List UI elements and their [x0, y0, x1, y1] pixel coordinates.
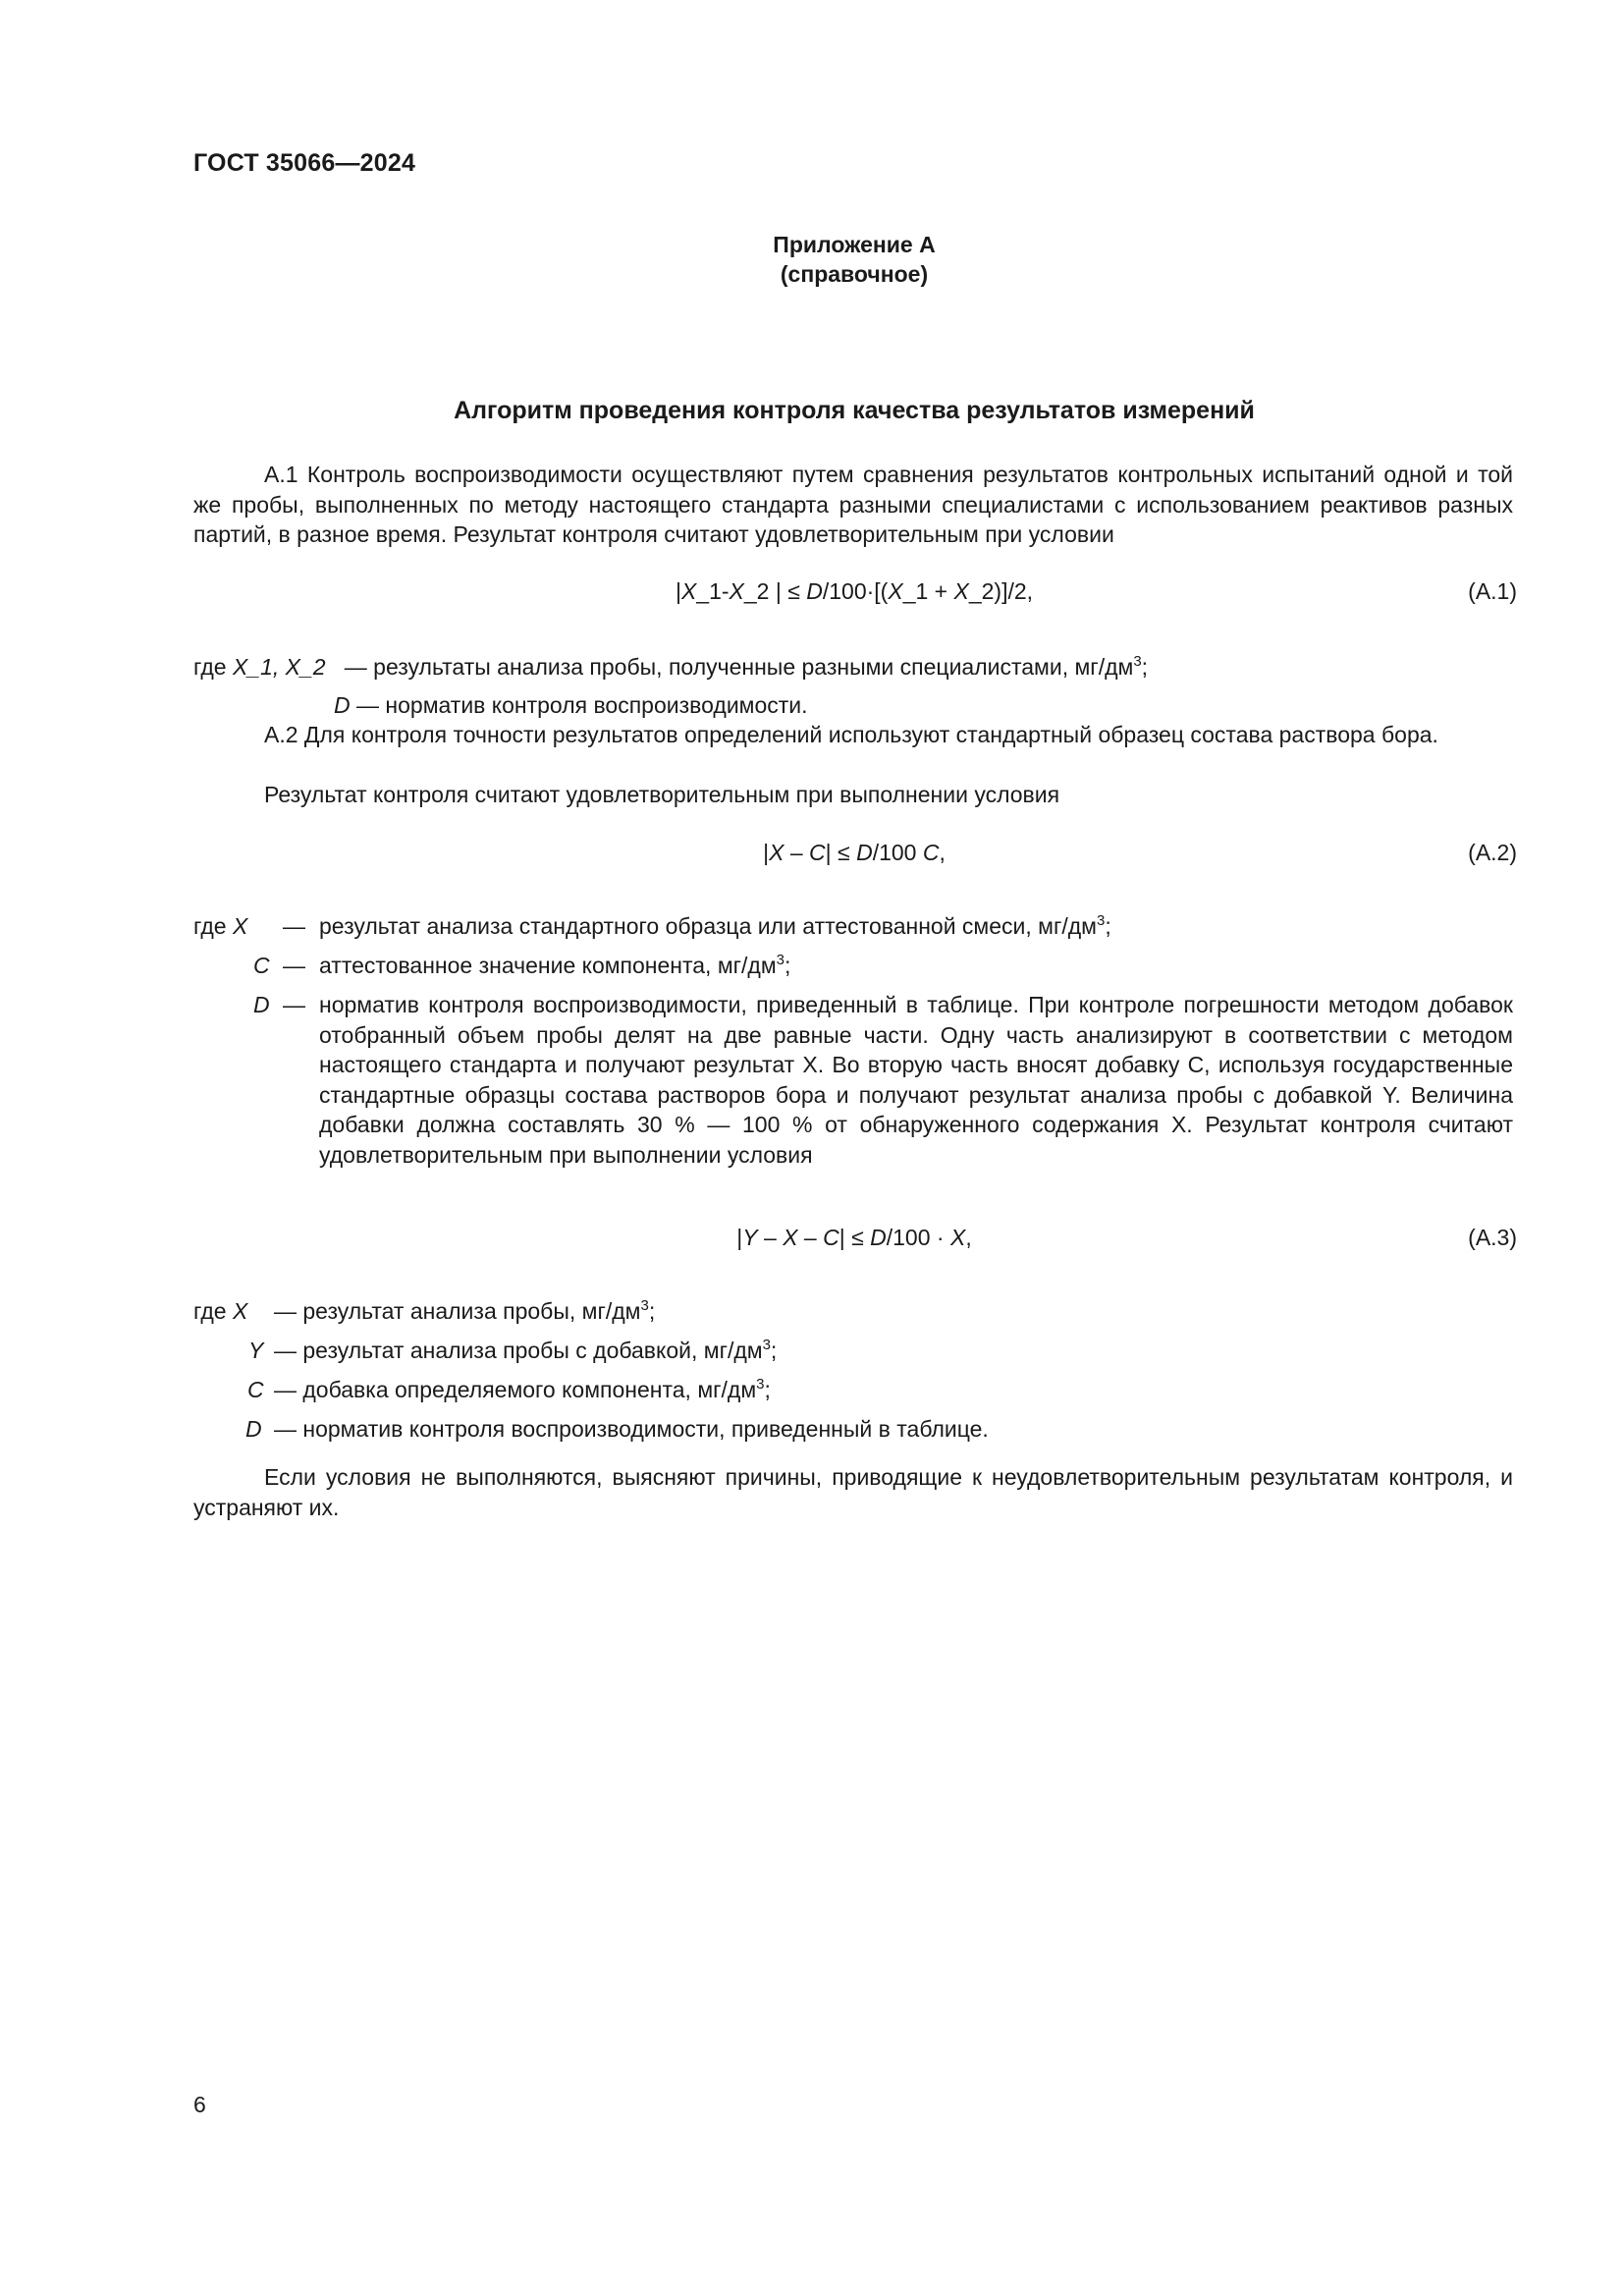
definition-y: — результат анализа пробы с добавкой, $мг/дм^3$;: [274, 1337, 778, 1363]
symbol-y: Y: [248, 1338, 264, 1363]
symbol-d: D: [334, 692, 351, 718]
formula-a1: [0, 578, 1517, 610]
definition-x: результат анализа стандартного образца или аттестованной смеси, $мг/дм^3$;: [319, 912, 1111, 939]
paragraph-a2-condition: Результат контроля считают удовлетворительным при выполнении условия: [264, 782, 1060, 807]
dash: —: [283, 953, 305, 978]
definition-x: — результат анализа пробы, $мг/дм^3$;: [274, 1297, 656, 1324]
page-number: 6: [193, 2092, 206, 2117]
annex-subtitle: (справочное): [780, 261, 929, 287]
definition-x1-x2: — результаты анализа пробы, полученные разными специалистами, мг/дм: [344, 654, 1134, 680]
symbol-d: D: [253, 992, 270, 1017]
definition-c: — добавка определяемого компонента, $мг/дм^3$;: [274, 1376, 771, 1402]
where-a2: [193, 911, 1513, 1167]
symbol-c: C: [253, 953, 270, 978]
formula-a2: [0, 840, 1517, 871]
symbol-d: D: [245, 1416, 262, 1442]
definition-d: — норматив контроля воспроизводимости.: [356, 692, 808, 718]
where-a3: [193, 1296, 1513, 1463]
paragraph-a2: А.2 Для контроля точности результатов определений используют стандартный образец состава раствора бора.: [264, 722, 1438, 747]
paragraph-a1: А.1 Контроль воспроизводимости осуществляют путем сравнения результатов контрольных испытаний одной и той же пробы, выполненных по методу настоящего стандарта разными специалистами с использованием реактивов разных партий, в разное время. Результат контроля считают удовлетворительным при условии: [193, 462, 1513, 547]
definition-d: норматив контроля воспроизводимости, приведенный в таблице. При контроле погрешности методом добавок отобранный объем пробы делят на две равные части. Одну часть анализируют в соответствии с методом настоящего стандарта и получают результат X. Во вторую часть вносят добавку C, используя государственные стандартные образцы состава растворов бора и получают результат анализа пробы с добавкой Y. Величина добавки должна составлять 30 % — 100 % от обнаруженного содержания X. Результат контроля считают удовлетворительным при выполнении условия: [319, 992, 1513, 1168]
annex-title: Приложение А: [773, 232, 936, 257]
symbol-x1-x2: X_1, X_2: [232, 654, 326, 680]
where-a1-d: [334, 690, 1512, 721]
formula-a1-expression: |X_1-X_2 | ≤ D/100·[(X_1 + X_2)]/2,: [675, 578, 1034, 604]
formula-a2-expression: |X – C| ≤ D/100 C,: [763, 840, 946, 865]
definition-d: — норматив контроля воспроизводимости, приведенный в таблице.: [274, 1416, 989, 1442]
formula-a1-number: (А.1): [1468, 578, 1517, 604]
formula-a3: [0, 1225, 1517, 1256]
where-label: где X: [193, 1298, 248, 1324]
where-label: где X: [193, 913, 248, 939]
closing-paragraph: Если условия не выполняются, выясняют причины, приводящие к неудовлетворительным результатам контроля, и устраняют их.: [193, 1464, 1513, 1520]
unit-exponent: 3: [1133, 653, 1142, 670]
dash: —: [283, 992, 305, 1017]
dash: —: [283, 913, 305, 939]
document-number: ГОСТ 35066—2024: [193, 149, 416, 177]
symbol-c: C: [247, 1377, 264, 1402]
formula-a2-number: (А.2): [1468, 840, 1517, 865]
formula-a3-number: (А.3): [1468, 1225, 1517, 1250]
definition-c: аттестованное значение компонента, $мг/дм^3$;: [319, 952, 791, 978]
formula-a3-expression: |Y – X – C| ≤ D/100 · X,: [736, 1225, 972, 1250]
where-label: где: [193, 654, 227, 680]
where-a1-x: где X_1, X_2 — результаты анализа пробы, полученные разными специалистами, $мг/дм^3$;: [193, 653, 1149, 680]
section-heading: Алгоритм проведения контроля качества результатов измерений: [454, 397, 1255, 424]
